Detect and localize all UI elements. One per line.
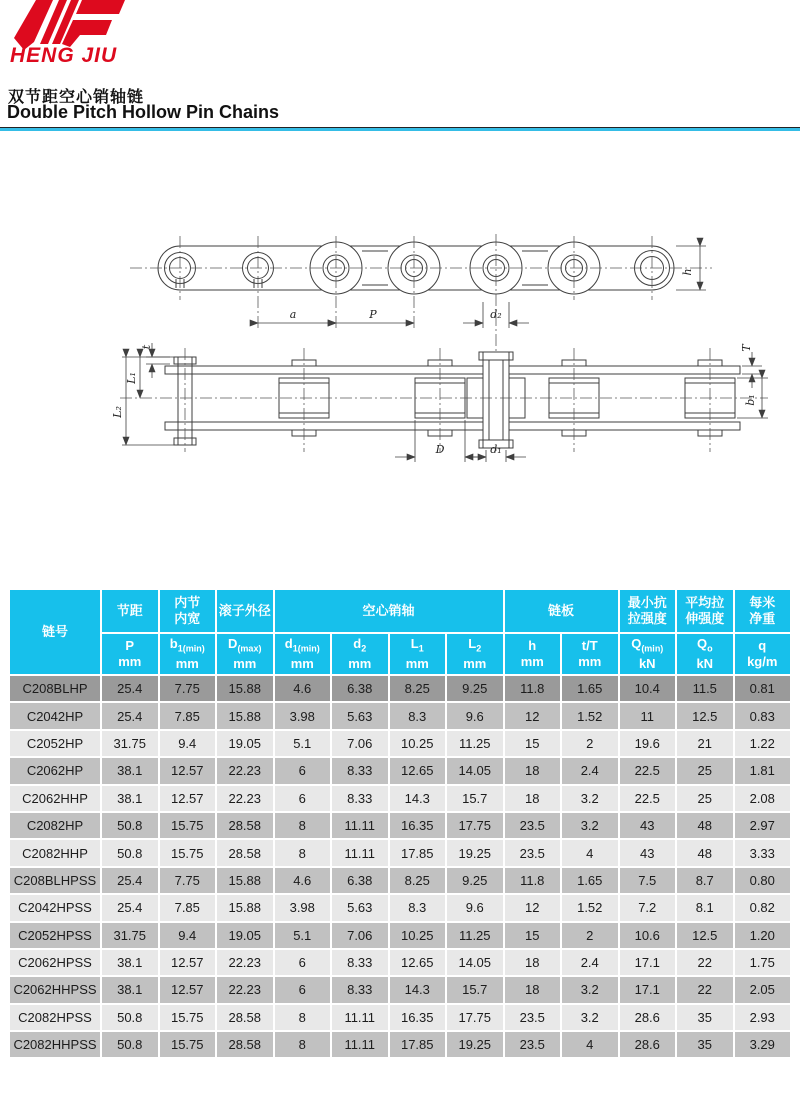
model-cell: C2062HPSS xyxy=(9,949,101,976)
value-cell: 22.23 xyxy=(216,949,274,976)
value-cell: 28.58 xyxy=(216,812,274,839)
value-cell: 10.4 xyxy=(619,675,677,702)
value-cell: 25.4 xyxy=(101,867,159,894)
subheader-cell: $L_1$ mm xyxy=(389,633,447,675)
value-cell: 18 xyxy=(504,949,562,976)
value-cell: 22.23 xyxy=(216,785,274,812)
value-cell: 6 xyxy=(274,949,332,976)
value-cell: 5.1 xyxy=(274,730,332,757)
title-rule xyxy=(0,127,800,131)
value-cell: 28.58 xyxy=(216,1004,274,1031)
value-cell: 9.4 xyxy=(159,730,217,757)
value-cell: 1.52 xyxy=(561,894,619,921)
dim-l2-label: L₂ xyxy=(111,406,124,418)
value-cell: 43 xyxy=(619,812,677,839)
value-cell: 25 xyxy=(676,757,734,784)
value-cell: 6.38 xyxy=(331,675,389,702)
value-cell: 1.81 xyxy=(734,757,792,784)
value-cell: 19.6 xyxy=(619,730,677,757)
group-header-cell: 最小抗 拉强度 xyxy=(619,589,677,633)
value-cell: 12 xyxy=(504,894,562,921)
value-cell: 11.25 xyxy=(446,730,504,757)
model-cell: C2042HP xyxy=(9,702,101,729)
value-cell: 7.06 xyxy=(331,922,389,949)
value-cell: 12.5 xyxy=(676,702,734,729)
subheader-cell: $d_{1(min)}$ mm xyxy=(274,633,332,675)
model-cell: C208BLHPSS xyxy=(9,867,101,894)
table-row xyxy=(9,1004,791,1031)
value-cell: 10.25 xyxy=(389,922,447,949)
spec-table-body xyxy=(9,675,791,1058)
value-cell: 9.6 xyxy=(446,702,504,729)
table-row xyxy=(9,867,791,894)
group-header-cell: 内节 内宽 xyxy=(159,589,217,633)
value-cell: 8.25 xyxy=(389,867,447,894)
value-cell: 7.2 xyxy=(619,894,677,921)
value-cell: 8 xyxy=(274,839,332,866)
value-cell: 15.88 xyxy=(216,702,274,729)
value-cell: 48 xyxy=(676,839,734,866)
value-cell: 8.3 xyxy=(389,894,447,921)
value-cell: 22 xyxy=(676,976,734,1003)
chain-technical-drawing xyxy=(100,226,757,470)
value-cell: 15.88 xyxy=(216,867,274,894)
value-cell: 7.5 xyxy=(619,867,677,894)
value-cell: 22.23 xyxy=(216,976,274,1003)
value-cell: 12.57 xyxy=(159,949,217,976)
value-cell: 5.1 xyxy=(274,922,332,949)
dim-a-label: a xyxy=(289,308,297,321)
dim-h-label: h xyxy=(681,268,694,276)
value-cell: 50.8 xyxy=(101,839,159,866)
value-cell: 43 xyxy=(619,839,677,866)
value-cell: 17.1 xyxy=(619,976,677,1003)
value-cell: 1.75 xyxy=(734,949,792,976)
value-cell: 2.4 xyxy=(561,757,619,784)
value-cell: 38.1 xyxy=(101,949,159,976)
value-cell: 6 xyxy=(274,976,332,1003)
value-cell: 8.33 xyxy=(331,949,389,976)
subheader-cell: $Q_o$ kN xyxy=(676,633,734,675)
value-cell: 12 xyxy=(504,702,562,729)
value-cell: 11.8 xyxy=(504,675,562,702)
subheader-cell: $Q_{(min)}$ kN xyxy=(619,633,677,675)
value-cell: 0.82 xyxy=(734,894,792,921)
value-cell: 25.4 xyxy=(101,675,159,702)
value-cell: 17.85 xyxy=(389,1031,447,1058)
value-cell: 8.3 xyxy=(389,702,447,729)
value-cell: 8 xyxy=(274,1004,332,1031)
value-cell: 6 xyxy=(274,785,332,812)
value-cell: 50.8 xyxy=(101,1004,159,1031)
value-cell: 25.4 xyxy=(101,702,159,729)
table-row xyxy=(9,785,791,812)
value-cell: 15.7 xyxy=(446,976,504,1003)
value-cell: 3.98 xyxy=(274,894,332,921)
value-cell: 18 xyxy=(504,785,562,812)
value-cell: 3.33 xyxy=(734,839,792,866)
value-cell: 9.6 xyxy=(446,894,504,921)
value-cell: 35 xyxy=(676,1004,734,1031)
value-cell: 8.33 xyxy=(331,976,389,1003)
spec-table xyxy=(8,588,792,1059)
value-cell: 14.3 xyxy=(389,785,447,812)
value-cell: 9.25 xyxy=(446,867,504,894)
model-cell: C2082HP xyxy=(9,812,101,839)
value-cell: 14.05 xyxy=(446,949,504,976)
value-cell: 23.5 xyxy=(504,1031,562,1058)
value-cell: 2.4 xyxy=(561,949,619,976)
value-cell: 50.8 xyxy=(101,812,159,839)
dim-l1-label: L₁ xyxy=(125,372,138,384)
value-cell: 15.88 xyxy=(216,894,274,921)
model-cell: C2082HHPSS xyxy=(9,1031,101,1058)
group-header-cell: 节距 xyxy=(101,589,159,633)
subheader-cell: $D_{(max)}$ mm xyxy=(216,633,274,675)
value-cell: 22.5 xyxy=(619,757,677,784)
value-cell: 25 xyxy=(676,785,734,812)
value-cell: 31.75 xyxy=(101,922,159,949)
value-cell: 50.8 xyxy=(101,1031,159,1058)
table-row xyxy=(9,1031,791,1058)
value-cell: 5.63 xyxy=(331,702,389,729)
value-cell: 22.5 xyxy=(619,785,677,812)
value-cell: 4.6 xyxy=(274,867,332,894)
value-cell: 17.75 xyxy=(446,1004,504,1031)
page-title-en: Double Pitch Hollow Pin Chains xyxy=(7,102,280,122)
value-cell: 8.33 xyxy=(331,757,389,784)
group-header-cell: 空心销轴 xyxy=(274,589,504,633)
value-cell: 0.80 xyxy=(734,867,792,894)
value-cell: 18 xyxy=(504,757,562,784)
value-cell: 11.11 xyxy=(331,839,389,866)
value-cell: 11.11 xyxy=(331,812,389,839)
value-cell: 6.38 xyxy=(331,867,389,894)
value-cell: 15.88 xyxy=(216,675,274,702)
value-cell: 1.22 xyxy=(734,730,792,757)
value-cell: 38.1 xyxy=(101,785,159,812)
table-row xyxy=(9,922,791,949)
spec-table-header xyxy=(9,589,791,675)
group-header-cell: 链板 xyxy=(504,589,619,633)
group-header-cell: 每米 净重 xyxy=(734,589,792,633)
value-cell: 3.2 xyxy=(561,785,619,812)
value-cell: 22 xyxy=(676,949,734,976)
subheader-cell: t/T mm xyxy=(561,633,619,675)
value-cell: 31.75 xyxy=(101,730,159,757)
value-cell: 35 xyxy=(676,1031,734,1058)
value-cell: 4.6 xyxy=(274,675,332,702)
value-cell: 8.25 xyxy=(389,675,447,702)
table-row xyxy=(9,730,791,757)
value-cell: 10.25 xyxy=(389,730,447,757)
table-row xyxy=(9,675,791,702)
value-cell: 17.85 xyxy=(389,839,447,866)
value-cell: 10.6 xyxy=(619,922,677,949)
value-cell: 3.2 xyxy=(561,976,619,1003)
value-cell: 25.4 xyxy=(101,894,159,921)
page-title-zh: 双节距空心销轴链 xyxy=(8,89,145,106)
subheader-cell: q kg/m xyxy=(734,633,792,675)
value-cell: 12.57 xyxy=(159,785,217,812)
value-cell: 8.7 xyxy=(676,867,734,894)
value-cell: 3.98 xyxy=(274,702,332,729)
value-cell: 2.08 xyxy=(734,785,792,812)
value-cell: 18 xyxy=(504,976,562,1003)
value-cell: 12.65 xyxy=(389,757,447,784)
value-cell: 3.2 xyxy=(561,1004,619,1031)
table-row xyxy=(9,949,791,976)
subheader-cell: $d_2$ mm xyxy=(331,633,389,675)
value-cell: 12.5 xyxy=(676,922,734,949)
value-cell: 3.2 xyxy=(561,812,619,839)
dim-p-label: P xyxy=(369,308,377,321)
value-cell: 7.06 xyxy=(331,730,389,757)
value-cell: 1.52 xyxy=(561,702,619,729)
value-cell: 5.63 xyxy=(331,894,389,921)
value-cell: 0.81 xyxy=(734,675,792,702)
model-cell: C208BLHP xyxy=(9,675,101,702)
brand-name: HENG JIU xyxy=(10,44,118,67)
value-cell: 28.6 xyxy=(619,1004,677,1031)
value-cell: 23.5 xyxy=(504,812,562,839)
value-cell: 28.58 xyxy=(216,839,274,866)
value-cell: 23.5 xyxy=(504,839,562,866)
table-row xyxy=(9,812,791,839)
value-cell: 1.20 xyxy=(734,922,792,949)
dim-b1-label: b₁ xyxy=(744,394,757,406)
value-cell: 19.05 xyxy=(216,922,274,949)
value-cell: 14.3 xyxy=(389,976,447,1003)
model-cell: C2062HHPSS xyxy=(9,976,101,1003)
table-row xyxy=(9,976,791,1003)
value-cell: 3.29 xyxy=(734,1031,792,1058)
value-cell: 7.85 xyxy=(159,702,217,729)
value-cell: 38.1 xyxy=(101,757,159,784)
value-cell: 11.25 xyxy=(446,922,504,949)
value-cell: 22.23 xyxy=(216,757,274,784)
table-row xyxy=(9,839,791,866)
subheader-cell: h mm xyxy=(504,633,562,675)
dim-D-label: D xyxy=(435,443,445,456)
model-cell: C2082HPSS xyxy=(9,1004,101,1031)
group-header-cell: 滚子外径 xyxy=(216,589,274,633)
value-cell: 23.5 xyxy=(504,1004,562,1031)
value-cell: 4 xyxy=(561,1031,619,1058)
model-cell: C2082HHP xyxy=(9,839,101,866)
group-header-cell: 平均拉 伸强度 xyxy=(676,589,734,633)
value-cell: 11.5 xyxy=(676,675,734,702)
value-cell: 12.65 xyxy=(389,949,447,976)
value-cell: 0.83 xyxy=(734,702,792,729)
value-cell: 15.7 xyxy=(446,785,504,812)
value-cell: 15.75 xyxy=(159,812,217,839)
dim-T-label: T xyxy=(740,344,753,352)
value-cell: 19.05 xyxy=(216,730,274,757)
model-cell: C2052HP xyxy=(9,730,101,757)
value-cell: 4 xyxy=(561,839,619,866)
value-cell: 9.4 xyxy=(159,922,217,949)
value-cell: 15.75 xyxy=(159,1004,217,1031)
model-cell: C2062HP xyxy=(9,757,101,784)
value-cell: 38.1 xyxy=(101,976,159,1003)
value-cell: 28.58 xyxy=(216,1031,274,1058)
value-cell: 14.05 xyxy=(446,757,504,784)
value-cell: 11 xyxy=(619,702,677,729)
model-column-header: 链号 xyxy=(9,589,101,675)
value-cell: 19.25 xyxy=(446,839,504,866)
value-cell: 17.75 xyxy=(446,812,504,839)
value-cell: 1.65 xyxy=(561,675,619,702)
dim-d1-label: d₁ xyxy=(490,443,502,456)
table-row xyxy=(9,757,791,784)
subheader-cell: $L_2$ mm xyxy=(446,633,504,675)
model-cell: C2052HPSS xyxy=(9,922,101,949)
hengjiu-logo-icon xyxy=(8,0,126,50)
value-cell: 6 xyxy=(274,757,332,784)
dim-d2-label: d₂ xyxy=(490,308,502,321)
dim-t-label: t xyxy=(140,344,153,350)
value-cell: 12.57 xyxy=(159,757,217,784)
value-cell: 15 xyxy=(504,922,562,949)
value-cell: 16.35 xyxy=(389,1004,447,1031)
value-cell: 2 xyxy=(561,730,619,757)
table-row xyxy=(9,894,791,921)
value-cell: 11.11 xyxy=(331,1004,389,1031)
value-cell: 7.75 xyxy=(159,867,217,894)
value-cell: 1.65 xyxy=(561,867,619,894)
subheader-cell: $b_{1(min)}$ mm xyxy=(159,633,217,675)
value-cell: 9.25 xyxy=(446,675,504,702)
value-cell: 8 xyxy=(274,1031,332,1058)
value-cell: 15 xyxy=(504,730,562,757)
value-cell: 2.97 xyxy=(734,812,792,839)
value-cell: 2.05 xyxy=(734,976,792,1003)
value-cell: 8.33 xyxy=(331,785,389,812)
value-cell: 21 xyxy=(676,730,734,757)
value-cell: 12.57 xyxy=(159,976,217,1003)
value-cell: 2 xyxy=(561,922,619,949)
value-cell: 8 xyxy=(274,812,332,839)
model-cell: C2062HHP xyxy=(9,785,101,812)
value-cell: 19.25 xyxy=(446,1031,504,1058)
value-cell: 17.1 xyxy=(619,949,677,976)
value-cell: 7.75 xyxy=(159,675,217,702)
value-cell: 11.11 xyxy=(331,1031,389,1058)
value-cell: 15.75 xyxy=(159,1031,217,1058)
model-cell: C2042HPSS xyxy=(9,894,101,921)
value-cell: 48 xyxy=(676,812,734,839)
value-cell: 2.93 xyxy=(734,1004,792,1031)
value-cell: 28.6 xyxy=(619,1031,677,1058)
value-cell: 16.35 xyxy=(389,812,447,839)
value-cell: 11.8 xyxy=(504,867,562,894)
table-row xyxy=(9,702,791,729)
subheader-cell: P mm xyxy=(101,633,159,675)
value-cell: 15.75 xyxy=(159,839,217,866)
value-cell: 8.1 xyxy=(676,894,734,921)
value-cell: 7.85 xyxy=(159,894,217,921)
